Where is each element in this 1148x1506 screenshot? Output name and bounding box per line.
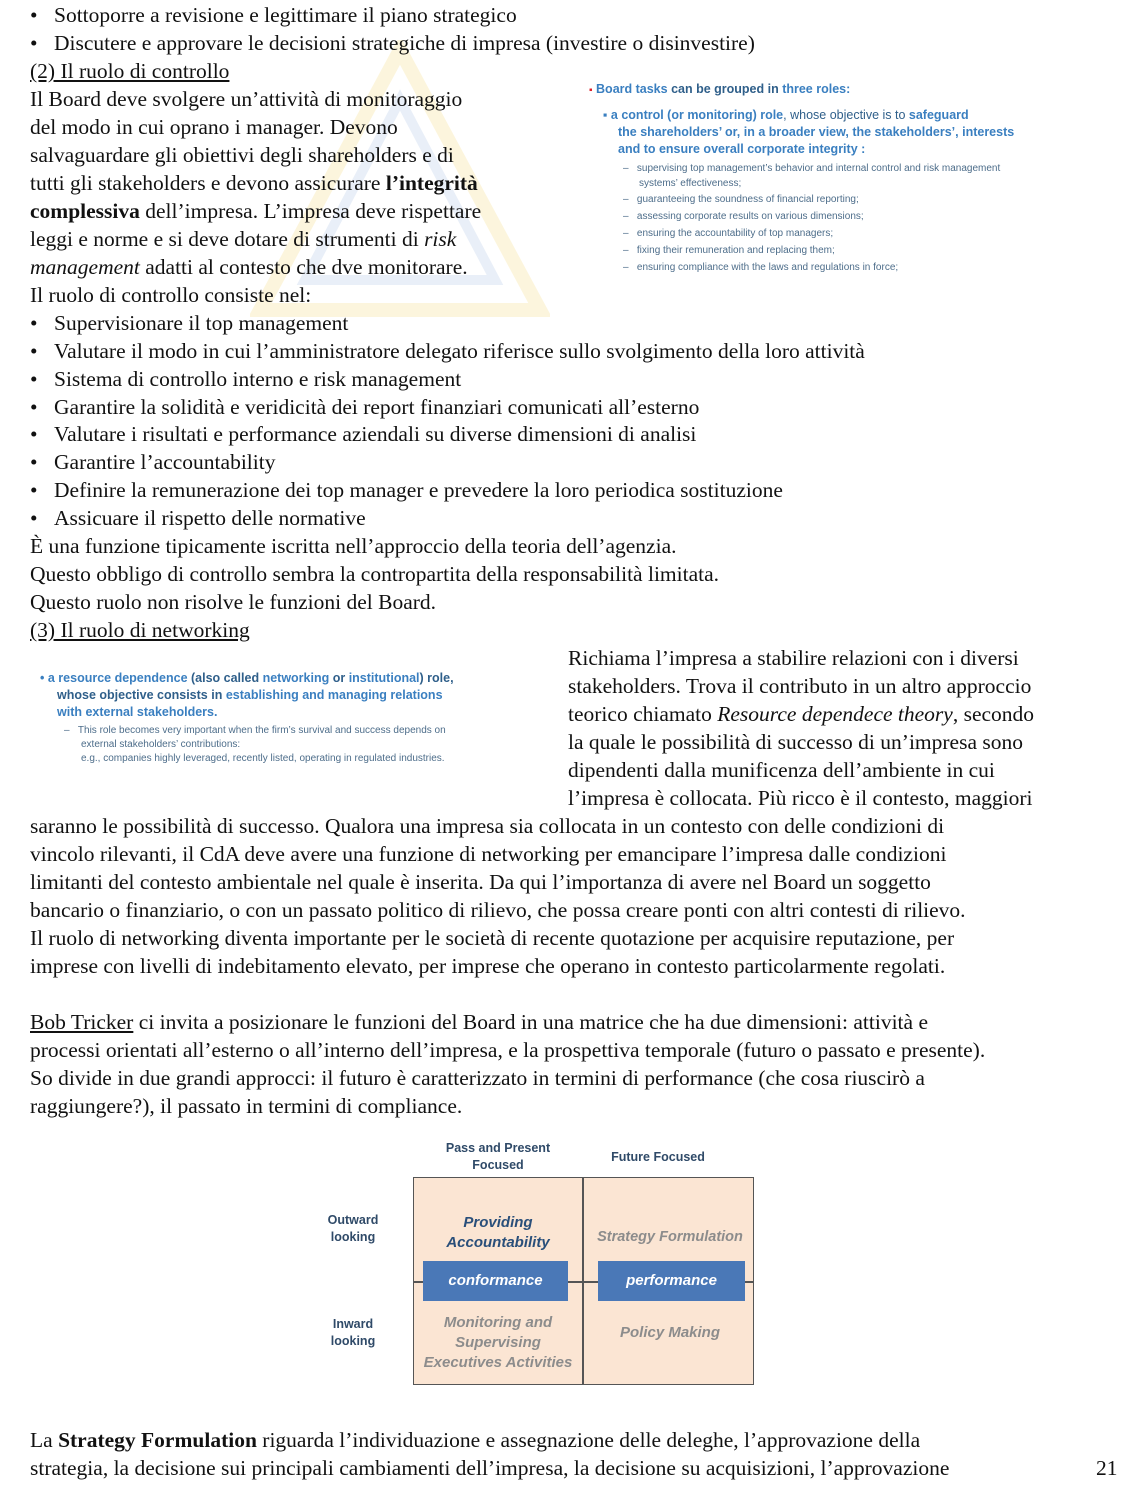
quadrant-policy-making: Policy Making bbox=[619, 1324, 721, 1341]
slide-item: – This role becomes very important when the firm’s survival and success depends on bbox=[64, 725, 446, 736]
paragraph-line: Questo ruolo non risolve le funzioni del Board. bbox=[30, 590, 437, 614]
slide-item: – assessing corporate results on various dimensions; bbox=[623, 211, 864, 222]
paragraph-line: processi orientati all’esterno o all’interno dell’impresa, e la prospettiva temporale (futuro o passato e presente). bbox=[30, 1038, 986, 1062]
slide-item: – guaranteeing the soundness of financial reporting; bbox=[623, 194, 859, 205]
column-header-future: Future Focused bbox=[611, 1150, 705, 1164]
slide-item: – fixing their remuneration and replacing them; bbox=[623, 245, 835, 256]
slide-item: e.g., companies highly leveraged, recently listed, operating in regulated industries. bbox=[81, 753, 445, 764]
paragraph-line: So divide in due grandi approcci: il futuro è caratterizzato in termini di performance (che cosa riuscirò a bbox=[30, 1066, 925, 1090]
list-item: • Garantire l’accountability bbox=[30, 450, 276, 474]
list-item: • Sottoporre a revisione e legittimare il piano strategico bbox=[30, 3, 517, 27]
bullet-square-icon: ▪ bbox=[589, 85, 593, 96]
paragraph-line: Il Board deve svolgere un’attività di monitoraggio bbox=[30, 87, 463, 111]
paragraph-line: Il ruolo di networking diventa importante per le società di recente quotazione per acquisire reputazione, per bbox=[30, 926, 955, 950]
list-item: • Supervisionare il top management bbox=[30, 311, 349, 335]
list-item: • Valutare i risultati e performance aziendali su diverse dimensioni di analisi bbox=[30, 422, 697, 446]
list-item: • Sistema di controllo interno e risk management bbox=[30, 367, 462, 391]
paragraph-line: limitanti del contesto ambientale nel quale è inserita. Da qui l’importanza di avere nel Board un soggetto bbox=[30, 870, 931, 894]
paragraph-line: bancario o finanziario, o con un passato politico di rilievo, che possa creare ponti con altri contesti di rilievo. bbox=[30, 898, 966, 922]
paragraph-line: management adatti al contesto che dve monitorare. bbox=[30, 255, 468, 279]
slide-item: external stakeholders’ contributions: bbox=[81, 739, 241, 750]
paragraph-line: dipendenti dalla munificenza dell’ambiente in cui bbox=[568, 758, 995, 782]
paragraph-line: Bob Tricker ci invita a posizionare le funzioni del Board in una matrice che ha due dimensioni: attività e bbox=[30, 1010, 928, 1034]
paragraph-line: Richiama l’impresa a stabilire relazioni con i diversi bbox=[568, 646, 1019, 670]
slide-role-line: with external stakeholders. bbox=[57, 705, 218, 719]
paragraph-line: saranno le possibilità di successo. Qualora una impresa sia collocata in un contesto con delle condizioni di bbox=[30, 814, 945, 838]
slide-board-tasks bbox=[585, 80, 1055, 285]
paragraph-line: Questo obbligo di controllo sembra la contropartita della responsabilità limitata. bbox=[30, 562, 720, 586]
slide-role: • a resource dependence (also called networking or institutional) role, bbox=[40, 671, 454, 685]
row-header-inward: Inward looking bbox=[330, 1317, 376, 1348]
conformance-bar: conformance bbox=[423, 1261, 568, 1301]
page-number: 21 bbox=[1096, 1456, 1118, 1480]
paragraph-line: raggiungere?), il passato in termini di compliance. bbox=[30, 1094, 463, 1118]
paragraph-line: È una funzione tipicamente iscritta nell’approccio della teoria dell’agenzia. bbox=[30, 534, 677, 558]
slide-title: ▪ Board tasks can be grouped in three roles: bbox=[589, 82, 851, 96]
slide-role-line: and to ensure overall corporate integrity : bbox=[618, 142, 866, 156]
quadrant-providing-accountability: Providing Accountability bbox=[446, 1214, 550, 1251]
paragraph-line: imprese con livelli di indebitamento elevato, per imprese che operano in contesto particolarmente regolati. bbox=[30, 954, 946, 978]
paragraph-line: l’impresa è collocata. Più ricco è il contesto, maggiori bbox=[568, 786, 1033, 810]
list-item: • Definire la remunerazione dei top manager e prevedere la loro periodica sostituzione bbox=[30, 478, 783, 502]
paragraph-line: stakeholders. Trova il contributo in un altro approccio bbox=[568, 674, 1032, 698]
paragraph-line: Il ruolo di controllo consiste nel: bbox=[30, 283, 312, 307]
performance-bar: performance bbox=[598, 1261, 745, 1301]
paragraph-line: vincolo rilevanti, il CdA deve avere una funzione di networking per emancipare l’impresa dalle condizioni bbox=[30, 842, 947, 866]
column-header-past: Pass and Present Focused bbox=[445, 1141, 551, 1172]
quadrant-strategy-formulation: Strategy Formulation bbox=[597, 1229, 743, 1245]
paragraph-line: salvaguardare gli obiettivi degli shareholders e di bbox=[30, 143, 454, 167]
paragraph-line: La Strategy Formulation riguarda l’individuazione e assegnazione delle deleghe, l’approvazione della bbox=[30, 1428, 921, 1452]
slide-resource-dependence bbox=[38, 668, 538, 778]
list-item: • Discutere e approvare le decisioni strategiche di impresa (investire o disinvestire) bbox=[30, 31, 755, 55]
paragraph-line: leggi e norme e si deve dotare di strumenti di risk bbox=[30, 227, 457, 251]
slide-item: – ensuring compliance with the laws and regulations in force; bbox=[623, 262, 899, 273]
list-item: • Valutare il modo in cui l’amministratore delegato riferisce sullo svolgimento della loro attività bbox=[30, 339, 865, 363]
quadrant-monitoring-supervising: Monitoring and Supervising Executives Activities bbox=[423, 1314, 573, 1371]
paragraph-line: la quale le possibilità di successo di un’impresa sono bbox=[568, 730, 1023, 754]
slide-item: systems’ effectiveness; bbox=[639, 178, 742, 189]
slide-role-line: whose objective consists in establishing and managing relations bbox=[57, 688, 443, 702]
list-item: • Assicuare il rispetto delle normative bbox=[30, 506, 366, 530]
paragraph-line: tutti gli stakeholders e devono assicurare l’integrità bbox=[30, 171, 478, 195]
slide-item: – ensuring the accountability of top managers; bbox=[623, 228, 834, 239]
paragraph-line: del modo in cui oprano i manager. Devono bbox=[30, 115, 398, 139]
section-heading-networking: (3) Il ruolo di networking bbox=[30, 618, 250, 642]
list-item: • Garantire la solidità e veridicità dei report finanziari comunicati all’esterno bbox=[30, 395, 700, 419]
paragraph-line: teorico chiamato Resource dependece theory, secondo bbox=[568, 702, 1035, 726]
tricker-matrix bbox=[300, 1135, 770, 1410]
paragraph-line: complessiva dell’impresa. L’impresa deve rispettare bbox=[30, 199, 482, 223]
section-heading-control: (2) Il ruolo di controllo bbox=[30, 59, 230, 83]
paragraph-line: strategia, la decisione sui principali cambiamenti dell’impresa, la decisione su acquisizioni, l’approvazione bbox=[30, 1456, 950, 1480]
row-header-outward: Outward looking bbox=[327, 1213, 379, 1244]
slide-role: ▪ a control (or monitoring) role, whose objective is to safeguard bbox=[603, 108, 969, 122]
slide-item: – supervising top management’s behavior and internal control and risk management bbox=[623, 163, 1001, 174]
slide-role-line: the shareholders’ or, in a broader view, the stakeholders’, interests bbox=[618, 125, 1015, 139]
